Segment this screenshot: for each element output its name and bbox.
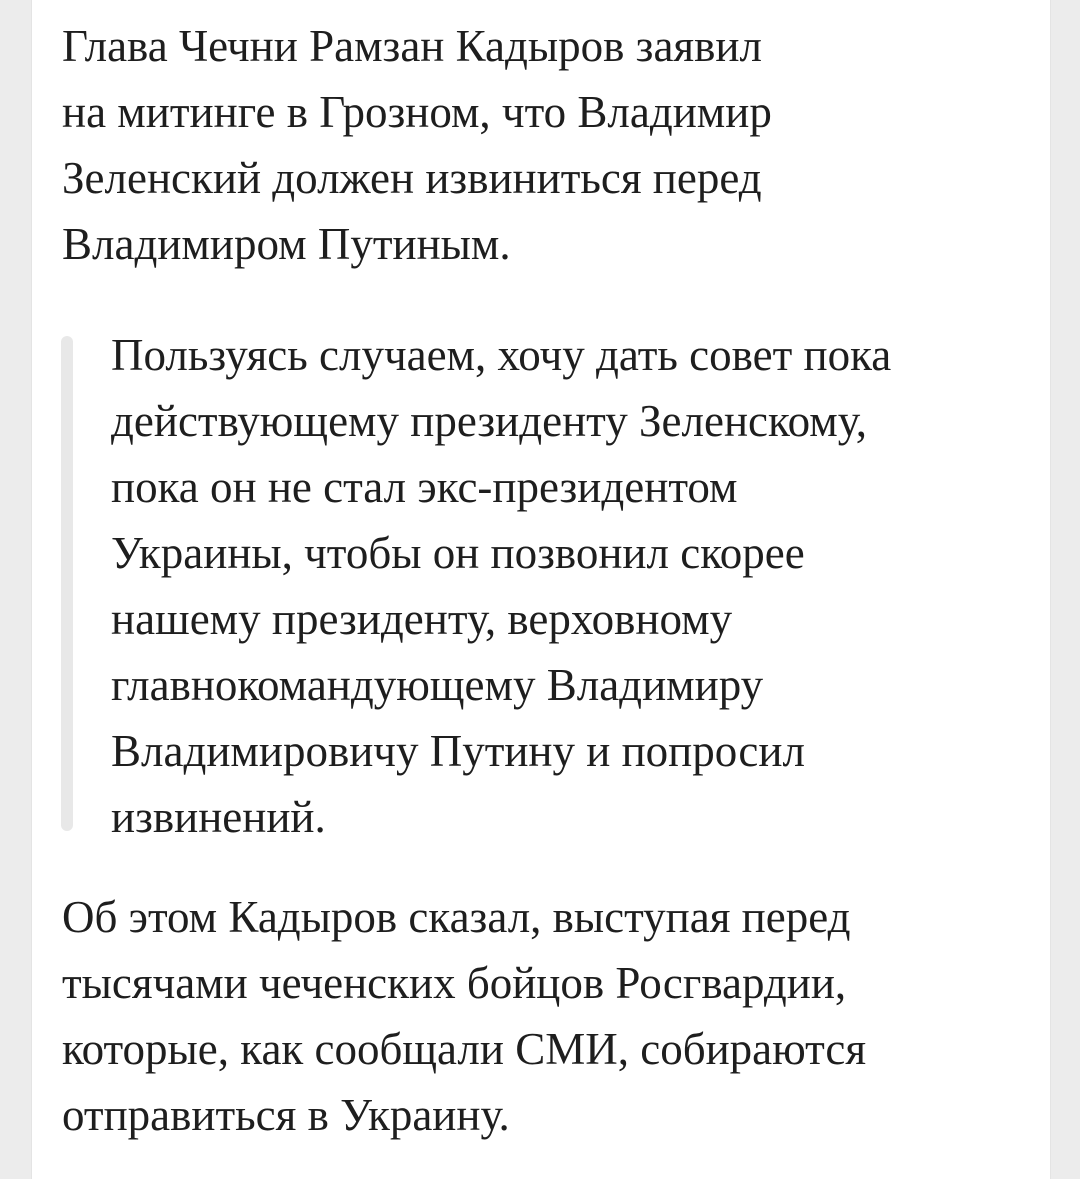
quote-line: извинений. (111, 792, 326, 842)
quote-line: действующему президенту Зеленскому, (111, 396, 867, 446)
article-paragraph-context (62, 884, 1002, 1148)
paragraph-line: Об этом Кадыров сказал, выступая перед (62, 892, 851, 942)
quote-line: нашему президенту, верховному (111, 594, 733, 644)
article-card (32, 0, 1050, 1179)
quote-line: Украины, чтобы он позвонил скорее (111, 528, 805, 578)
quote-line: Пользуясь случаем, хочу дать совет пока (111, 330, 892, 380)
quote-bar (61, 336, 73, 831)
paragraph-line: на митинге в Грозном, что Владимир (62, 87, 772, 137)
paragraph-line: отправиться в Украину. (62, 1090, 510, 1140)
quote-line: Владимировичу Путину и попросил (111, 726, 805, 776)
paragraph-line: Зеленский должен извиниться перед (62, 153, 762, 203)
article-paragraph-intro (62, 13, 992, 277)
paragraph-line: которые, как сообщали СМИ, собираются (62, 1024, 867, 1074)
quote-line: пока он не стал экс-президентом (111, 462, 738, 512)
quote-text (111, 322, 1011, 850)
paragraph-line: тысячами чеченских бойцов Росгвардии, (62, 958, 847, 1008)
quote-line: главнокомандующему Владимиру (111, 660, 764, 710)
paragraph-line: Глава Чечни Рамзан Кадыров заявил (62, 21, 762, 71)
paragraph-line: Владимиром Путиным. (62, 219, 511, 269)
